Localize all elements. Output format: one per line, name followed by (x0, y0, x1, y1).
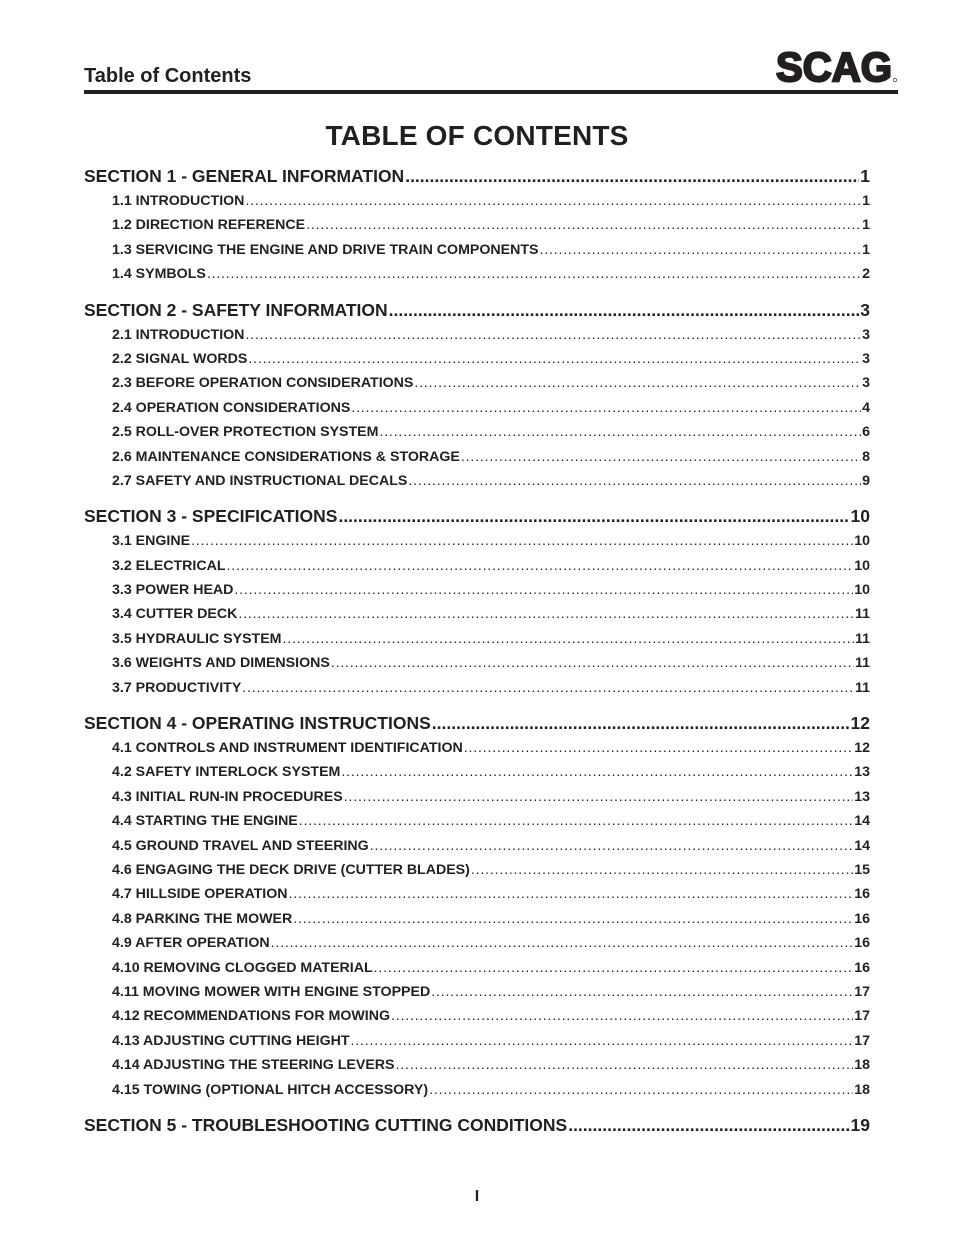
toc-entry[interactable] (84, 760, 870, 784)
toc-entry-title: 3.2 ELECTRICAL (112, 557, 226, 574)
toc-section (84, 163, 870, 287)
toc-leader-dots (306, 213, 861, 237)
toc-entry[interactable] (84, 189, 870, 213)
toc-section-page: 10 (850, 506, 870, 527)
toc-leader-dots (414, 371, 861, 395)
toc-entry-page: 16 (854, 910, 870, 927)
toc-leader-dots (338, 503, 849, 529)
toc-entry-page: 3 (862, 375, 870, 392)
toc-entry-title: 3.4 CUTTER DECK (112, 606, 238, 623)
toc-entry-page: 10 (854, 533, 870, 550)
toc-entry[interactable] (84, 834, 870, 858)
toc-entry[interactable] (84, 1029, 870, 1053)
logo-wordmark: SCAG (776, 48, 892, 86)
toc-section-page: 3 (860, 299, 870, 320)
toc-leader-dots (207, 262, 861, 286)
toc-entry-page: 9 (862, 472, 870, 489)
toc-leader-dots (289, 882, 854, 906)
toc-entry[interactable] (84, 1078, 870, 1102)
toc-leader-dots (227, 554, 854, 578)
toc-entry-page: 12 (854, 740, 870, 757)
toc-entry-title: 4.5 GROUND TRAVEL AND STEERING (112, 837, 369, 854)
toc-entry-title: 2.1 INTRODUCTION (112, 326, 245, 343)
toc-section-heading[interactable] (84, 1112, 870, 1138)
toc-entry[interactable] (84, 1004, 870, 1028)
toc-leader-dots (271, 931, 854, 955)
toc-entry[interactable] (84, 262, 870, 286)
toc-entry-title: 4.9 AFTER OPERATION (112, 935, 270, 952)
toc-entry-page: 11 (855, 606, 870, 623)
toc-leader-dots (242, 676, 854, 700)
toc-entry-title: 3.5 HYDRAULIC SYSTEM (112, 630, 282, 647)
toc-entry[interactable] (84, 676, 870, 700)
toc-entry-page: 6 (862, 424, 870, 441)
toc-entry-title: 4.15 TOWING (OPTIONAL HITCH ACCESSORY) (112, 1081, 429, 1098)
toc-leader-dots (370, 834, 854, 858)
toc-entry[interactable] (84, 736, 870, 760)
toc-entry-page: 18 (854, 1081, 870, 1098)
toc-entry[interactable] (84, 956, 870, 980)
toc-entry-title: 4.13 ADJUSTING CUTTING HEIGHT (112, 1032, 350, 1049)
toc-entry-page: 17 (854, 1008, 870, 1025)
toc-leader-dots (248, 347, 861, 371)
toc-entry[interactable] (84, 1053, 870, 1077)
toc-entry-page: 11 (855, 679, 870, 696)
toc-section-heading[interactable] (84, 163, 870, 189)
toc-entry-page: 17 (854, 983, 870, 1000)
toc-entry-title: 4.8 PARKING THE MOWER (112, 910, 293, 927)
toc-entry-title: 3.1 ENGINE (112, 533, 191, 550)
toc-entry[interactable] (84, 651, 870, 675)
toc-section-page: 1 (860, 166, 870, 186)
toc-entry-page: 3 (862, 326, 870, 343)
toc-entry-title: 2.4 OPERATION CONSIDERATIONS (112, 399, 351, 416)
toc-leader-dots (191, 529, 853, 553)
toc-entry[interactable] (84, 882, 870, 906)
toc-entry[interactable] (84, 396, 870, 420)
toc-leader-dots (341, 760, 853, 784)
toc-entry-page: 16 (854, 959, 870, 976)
toc-section (84, 297, 870, 494)
toc-entry-page: 17 (854, 1032, 870, 1049)
toc-leader-dots (299, 809, 853, 833)
toc-entry-page: 8 (862, 448, 870, 465)
toc-leader-dots (283, 627, 855, 651)
header-title: Table of Contents (84, 65, 252, 87)
toc-leader-dots (396, 1053, 854, 1077)
toc-leader-dots (429, 1078, 853, 1102)
toc-section-page: 12 (850, 713, 870, 734)
toc-entry[interactable] (84, 347, 870, 371)
toc-leader-dots (234, 578, 853, 602)
toc-leader-dots (432, 710, 850, 736)
toc-leader-dots (245, 323, 861, 347)
toc-entry-title: 4.1 CONTROLS AND INSTRUMENT IDENTIFICATION (112, 740, 463, 757)
toc-entry-title: 2.3 BEFORE OPERATION CONSIDERATIONS (112, 375, 414, 392)
toc-entry[interactable] (84, 907, 870, 931)
toc-entry-page: 16 (854, 935, 870, 952)
toc-entry[interactable] (84, 420, 870, 444)
page-number: I (474, 1188, 480, 1205)
toc-leader-dots (351, 1029, 854, 1053)
document-title: TABLE OF CONTENTS (325, 120, 629, 151)
toc-entry-page: 16 (854, 886, 870, 903)
toc-section-title: SECTION 2 - SAFETY INFORMATION (84, 299, 388, 320)
toc-entry[interactable] (84, 931, 870, 955)
toc-leader-dots (379, 420, 861, 444)
toc-leader-dots (464, 736, 853, 760)
toc-section (84, 710, 870, 1102)
toc-entry[interactable] (84, 554, 870, 578)
toc-entry-page: 13 (854, 788, 870, 805)
toc-section-page: 19 (850, 1114, 870, 1135)
toc-entry-title: 3.6 WEIGHTS AND DIMENSIONS (112, 655, 330, 672)
toc-entry-title: 4.14 ADJUSTING THE STEERING LEVERS (112, 1057, 395, 1074)
toc-entry-page: 2 (862, 266, 870, 283)
toc-entry-page: 14 (854, 837, 870, 854)
toc-entry-title: 4.6 ENGAGING THE DECK DRIVE (CUTTER BLADES) (112, 861, 470, 878)
toc-entry-page: 3 (862, 350, 870, 367)
toc-entry[interactable] (84, 371, 870, 395)
toc-leader-dots (245, 189, 861, 213)
toc-entry-title: 4.2 SAFETY INTERLOCK SYSTEM (112, 764, 341, 781)
toc-leader-dots (471, 858, 853, 882)
toc-entry-title: 2.2 SIGNAL WORDS (112, 350, 248, 367)
toc-leader-dots (351, 396, 861, 420)
toc-entry-page: 1 (862, 217, 870, 234)
toc-entry-page: 1 (862, 193, 870, 209)
toc-leader-dots (568, 1112, 849, 1138)
toc-leader-dots (391, 1004, 853, 1028)
toc-leader-dots (344, 785, 854, 809)
toc-entry-page: 14 (854, 813, 870, 830)
toc-leader-dots (374, 956, 854, 980)
toc-entry[interactable] (84, 469, 870, 493)
toc-entry-title: 1.4 SYMBOLS (112, 266, 206, 283)
header-divider (84, 90, 898, 94)
toc-entry-title: 4.11 MOVING MOWER WITH ENGINE STOPPED (112, 983, 431, 1000)
toc-leader-dots (405, 163, 859, 189)
toc-entry-page: 1 (862, 241, 870, 258)
table-of-contents (84, 163, 870, 1148)
toc-entry-page: 10 (854, 582, 870, 599)
toc-entry[interactable] (84, 980, 870, 1004)
toc-entry[interactable] (84, 323, 870, 347)
toc-entry[interactable] (84, 602, 870, 626)
toc-entry-page: 10 (854, 557, 870, 574)
toc-entry[interactable] (84, 858, 870, 882)
toc-entry-title: 1.1 INTRODUCTION (112, 193, 245, 209)
toc-entry-title: 4.4 STARTING THE ENGINE (112, 813, 298, 830)
toc-section-title: SECTION 4 - OPERATING INSTRUCTIONS (84, 713, 431, 734)
toc-entry-page: 4 (862, 399, 870, 416)
page-header (84, 46, 898, 96)
toc-leader-dots (331, 651, 854, 675)
toc-leader-dots (431, 980, 853, 1004)
toc-entry[interactable] (84, 809, 870, 833)
toc-entry-title: 4.12 RECOMMENDATIONS FOR MOWING (112, 1008, 390, 1025)
toc-entry-title: 1.2 DIRECTION REFERENCE (112, 217, 306, 234)
toc-entry-page: 11 (855, 630, 870, 647)
toc-leader-dots (408, 469, 861, 493)
toc-leader-dots (389, 297, 860, 323)
toc-section-title: SECTION 3 - SPECIFICATIONS (84, 506, 338, 527)
toc-section-title: SECTION 5 - TROUBLESHOOTING CUTTING CONDITIONS (84, 1114, 568, 1135)
toc-section-heading[interactable] (84, 297, 870, 323)
toc-entry-title: 3.7 PRODUCTIVITY (112, 679, 242, 696)
toc-entry-title: 3.3 POWER HEAD (112, 582, 234, 599)
toc-section-heading[interactable] (84, 503, 870, 529)
toc-entry[interactable] (84, 238, 870, 262)
toc-entry-title: 4.7 HILLSIDE OPERATION (112, 886, 288, 903)
toc-entry-page: 13 (854, 764, 870, 781)
toc-leader-dots (293, 907, 853, 931)
toc-entry[interactable] (84, 445, 870, 469)
toc-leader-dots (539, 238, 861, 262)
toc-entry[interactable] (84, 578, 870, 602)
toc-entry-title: 2.7 SAFETY AND INSTRUCTIONAL DECALS (112, 472, 408, 489)
toc-section-title: SECTION 1 - GENERAL INFORMATION (84, 166, 405, 186)
toc-entry-title: 1.3 SERVICING THE ENGINE AND DRIVE TRAIN COMPONENTS (112, 241, 539, 258)
toc-entry[interactable] (84, 785, 870, 809)
toc-entry-page: 18 (854, 1057, 870, 1074)
toc-leader-dots (461, 445, 861, 469)
toc-entry[interactable] (84, 213, 870, 237)
toc-leader-dots (238, 602, 854, 626)
toc-entry[interactable] (84, 529, 870, 553)
toc-entry-title: 4.3 INITIAL RUN-IN PROCEDURES (112, 788, 343, 805)
toc-entry-title: 4.10 REMOVING CLOGGED MATERIAL (112, 959, 373, 976)
scag-logo (776, 48, 898, 86)
toc-entry-title: 2.5 ROLL-OVER PROTECTION SYSTEM (112, 424, 379, 441)
toc-entry-page: 11 (855, 655, 870, 672)
toc-entry-page: 15 (854, 861, 870, 878)
toc-section-heading[interactable] (84, 710, 870, 736)
toc-entry-title: 2.6 MAINTENANCE CONSIDERATIONS & STORAGE (112, 448, 460, 465)
toc-section (84, 503, 870, 700)
toc-entry[interactable] (84, 627, 870, 651)
toc-section (84, 1112, 870, 1138)
